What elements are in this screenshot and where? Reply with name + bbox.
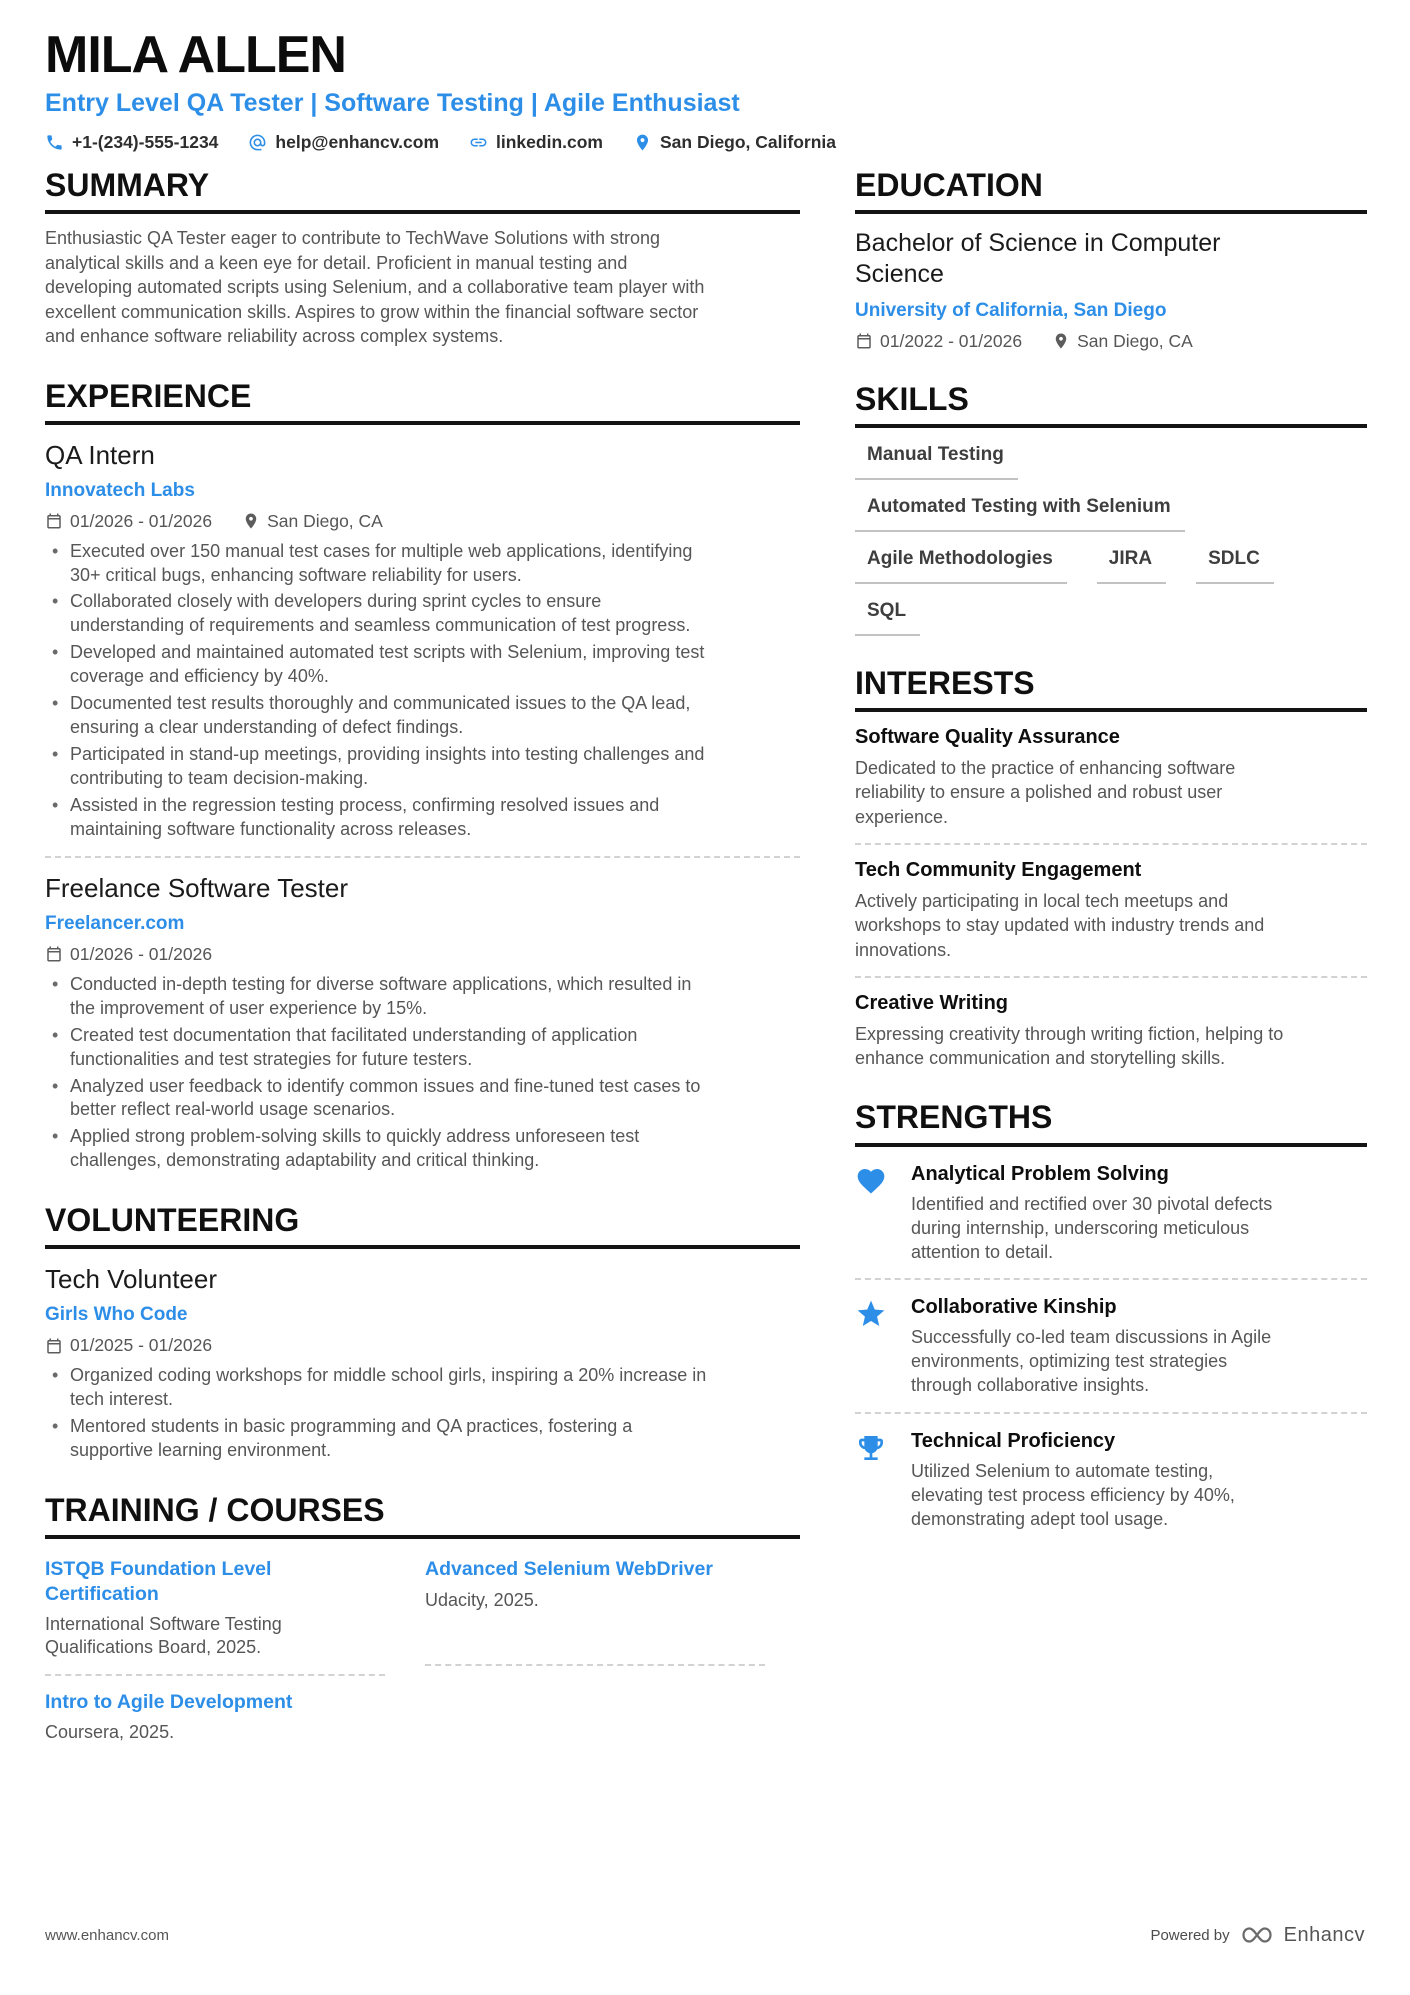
headline: Entry Level QA Tester | Software Testing | Agile Enthusiast [45, 88, 740, 117]
education-dates-text: 01/2022 - 01/2026 [880, 330, 1023, 351]
email-icon [248, 133, 267, 152]
course-org: Coursera, 2025. [45, 1722, 175, 1743]
calendar-icon [45, 1337, 63, 1355]
bullet: • Created test documentation that facilitated understanding of application functionalities and test strategies for future testers. [45, 1024, 707, 1072]
skill-row [855, 548, 1367, 584]
course-entry [45, 1690, 385, 1745]
entry-separator [425, 1664, 765, 1666]
skill-row [855, 444, 1367, 480]
entry-separator [45, 1674, 385, 1676]
strength-title: Technical Proficiency [911, 1430, 1116, 1453]
contact-row [45, 132, 1365, 153]
trophy-icon [855, 1432, 887, 1464]
skill-tag: Automated Testing with Selenium [855, 496, 1185, 532]
interest-body: Expressing creativity through writing fiction, helping to enhance communication and storytelling skills. [855, 1023, 1284, 1069]
strength-item [855, 1414, 1367, 1532]
bullet: • Applied strong problem-solving skills to quickly address unforeseen test challenges, demonstrating adaptability and critical thinking. [45, 1125, 707, 1173]
star-icon [855, 1298, 887, 1330]
volunteer-dates [45, 1335, 212, 1356]
powered-by-text: Powered by [1150, 1926, 1230, 1944]
education-meta [855, 331, 1367, 352]
skill-tag: Agile Methodologies [855, 548, 1067, 584]
strengths-heading: STRENGTHS [855, 1100, 1367, 1146]
experience-entry [45, 874, 800, 1173]
course-org: Udacity, 2025. [425, 1589, 539, 1610]
contact-email-text: help@enhancv.com [275, 131, 440, 152]
education-dates [855, 331, 1022, 352]
job-dates-text: 01/2026 - 01/2026 [70, 510, 213, 531]
calendar-icon [45, 945, 63, 963]
phone-icon [45, 133, 64, 152]
bullet: • Mentored students in basic programming and QA practices, fostering a supportive learning environment. [45, 1415, 707, 1463]
section-summary [45, 168, 800, 349]
contact-phone[interactable] [45, 132, 218, 153]
enhancv-logo-icon [1240, 1923, 1274, 1947]
bullet: • Organized coding workshops for middle school girls, inspiring a 20% increase in tech interest. [45, 1364, 707, 1412]
job-company: Freelancer.com [45, 912, 185, 934]
location-icon [633, 133, 652, 152]
strength-body: Utilized Selenium to automate testing, elevating test process efficiency by 40%, demonstrating adept tool usage. [911, 1461, 1235, 1530]
course-title: ISTQB Foundation Level Certification [45, 1558, 272, 1605]
contact-location [633, 132, 836, 153]
volunteer-dates-text: 01/2025 - 01/2026 [70, 1335, 213, 1356]
interest-item [855, 712, 1367, 845]
contact-linkedin-text: linkedin.com [496, 131, 603, 152]
section-interests [855, 666, 1367, 1071]
strength-title: Analytical Problem Solving [911, 1162, 1169, 1185]
section-training [45, 1493, 800, 1744]
section-skills [855, 382, 1367, 636]
section-experience [45, 379, 800, 1174]
summary-heading: SUMMARY [45, 168, 800, 214]
header [45, 28, 1365, 153]
section-volunteering [45, 1203, 800, 1463]
summary-body: Enthusiastic QA Tester eager to contribute to TechWave Solutions with strong analytical skills and a keen eye for detail. Proficient in manual testing and developing automated scripts using Selenium, and a collaborative team player with excellent communication skills. Aspires to grow within the financial software sector and enhance software reliability across complex systems. [45, 228, 705, 347]
footer-site-url: www.enhancv.com [45, 1926, 169, 1944]
skill-tag: SDLC [1196, 548, 1274, 584]
course-title: Intro to Agile Development [45, 1690, 293, 1713]
skills-list [855, 444, 1367, 636]
course-org: International Software Testing Qualifications Board, 2025. [45, 1614, 282, 1658]
job-dates-text: 01/2026 - 01/2026 [70, 943, 213, 964]
strength-title: Collaborative Kinship [911, 1296, 1117, 1319]
volunteering-heading: VOLUNTEERING [45, 1203, 800, 1249]
job-title: Freelance Software Tester [45, 872, 348, 903]
right-column [855, 168, 1367, 1532]
brand-name: Enhancv [1283, 1923, 1365, 1946]
skill-row [855, 600, 1367, 636]
course-entry [425, 1557, 765, 1666]
skill-tag: SQL [855, 600, 920, 636]
strength-body: Successfully co-led team discussions in Agile environments, optimizing test strategies through collaborative insights. [911, 1327, 1272, 1396]
job-meta [45, 944, 800, 965]
contact-phone-text: +1-(234)-555-1234 [72, 131, 219, 152]
experience-entry [45, 441, 800, 858]
degree-title: Bachelor of Science in Computer Science [855, 229, 1221, 289]
education-location-text: San Diego, CA [1077, 330, 1193, 351]
course-grid [45, 1543, 800, 1744]
course-entry [45, 1557, 385, 1676]
strength-body: Identified and rectified over 30 pivotal defects during internship, underscoring meticulous attention to detail. [911, 1193, 1273, 1262]
experience-heading: EXPERIENCE [45, 379, 800, 425]
interest-title: Software Quality Assurance [855, 726, 1120, 749]
bullet: • Documented test results thoroughly and communicated issues to the QA lead, ensuring a clear understanding of defect findings. [45, 692, 707, 740]
interest-body: Dedicated to the practice of enhancing software reliability to ensure a polished and robust user experience. [855, 758, 1236, 827]
job-bullets [45, 540, 707, 842]
bullet: • Developed and maintained automated test scripts with Selenium, improving test coverage and efficiency by 40%. [45, 641, 707, 689]
location-icon [242, 512, 260, 530]
bullet: • Participated in stand-up meetings, providing insights into testing challenges and contributing to team decision-making. [45, 743, 707, 791]
job-location [242, 511, 383, 532]
volunteer-title: Tech Volunteer [45, 1264, 218, 1295]
interests-heading: INTERESTS [855, 666, 1367, 712]
job-dates [45, 511, 212, 532]
bullet: • Conducted in-depth testing for diverse software applications, which resulted in the improvement of user experience by 15%. [45, 973, 707, 1021]
volunteer-meta [45, 1335, 800, 1356]
skill-row [855, 496, 1367, 532]
skills-heading: SKILLS [855, 382, 1367, 428]
section-education [855, 168, 1367, 352]
school-name: University of California, San Diego [855, 299, 1167, 321]
volunteer-org: Girls Who Code [45, 1304, 188, 1326]
skill-tag: JIRA [1097, 548, 1166, 584]
powered-by-block [1150, 1923, 1365, 1947]
contact-linkedin[interactable] [469, 132, 603, 153]
entry-separator [45, 856, 800, 858]
strength-item [855, 1147, 1367, 1265]
calendar-icon [855, 332, 873, 350]
job-meta [45, 511, 800, 532]
interest-item [855, 845, 1367, 978]
job-dates [45, 944, 212, 965]
course-column-1 [45, 1543, 385, 1744]
job-company: Innovatech Labs [45, 479, 195, 501]
bullet: • Analyzed user feedback to identify common issues and fine-tuned test cases to better reflect real-world usage scenarios. [45, 1075, 707, 1123]
section-strengths [855, 1100, 1367, 1532]
bullet: • Collaborated closely with developers during sprint cycles to ensure understanding of requirements and seamless communication of test progress. [45, 590, 707, 638]
footer [45, 1923, 1365, 1947]
location-icon [1052, 332, 1070, 350]
calendar-icon [45, 512, 63, 530]
job-title: QA Intern [45, 439, 155, 470]
link-icon [469, 133, 488, 152]
job-location-text: San Diego, CA [267, 510, 383, 531]
interest-body: Actively participating in local tech meetups and workshops to stay updated with industry trends and innovations. [855, 890, 1265, 960]
bullet: • Assisted in the regression testing process, confirming resolved issues and maintaining software functionality across releases. [45, 794, 707, 842]
course-column-2 [425, 1543, 765, 1744]
education-location [1052, 331, 1193, 352]
job-bullets [45, 973, 707, 1174]
left-column [45, 168, 800, 1745]
course-title: Advanced Selenium WebDriver [425, 1558, 713, 1581]
education-heading: EDUCATION [855, 168, 1367, 214]
person-name: MILA ALLEN [45, 26, 346, 84]
bullet: • Executed over 150 manual test cases for multiple web applications, identifying 30+ critical bugs, enhancing software reliability for users. [45, 540, 707, 588]
strength-item [855, 1280, 1367, 1398]
contact-email[interactable] [248, 132, 439, 153]
training-heading: TRAINING / COURSES [45, 1493, 800, 1539]
skill-tag: Manual Testing [855, 444, 1018, 480]
interest-title: Creative Writing [855, 991, 1008, 1014]
contact-location-text: San Diego, California [659, 131, 836, 152]
interest-title: Tech Community Engagement [855, 858, 1142, 881]
volunteer-bullets [45, 1364, 707, 1463]
heart-icon [855, 1165, 887, 1197]
interest-item [855, 978, 1367, 1071]
